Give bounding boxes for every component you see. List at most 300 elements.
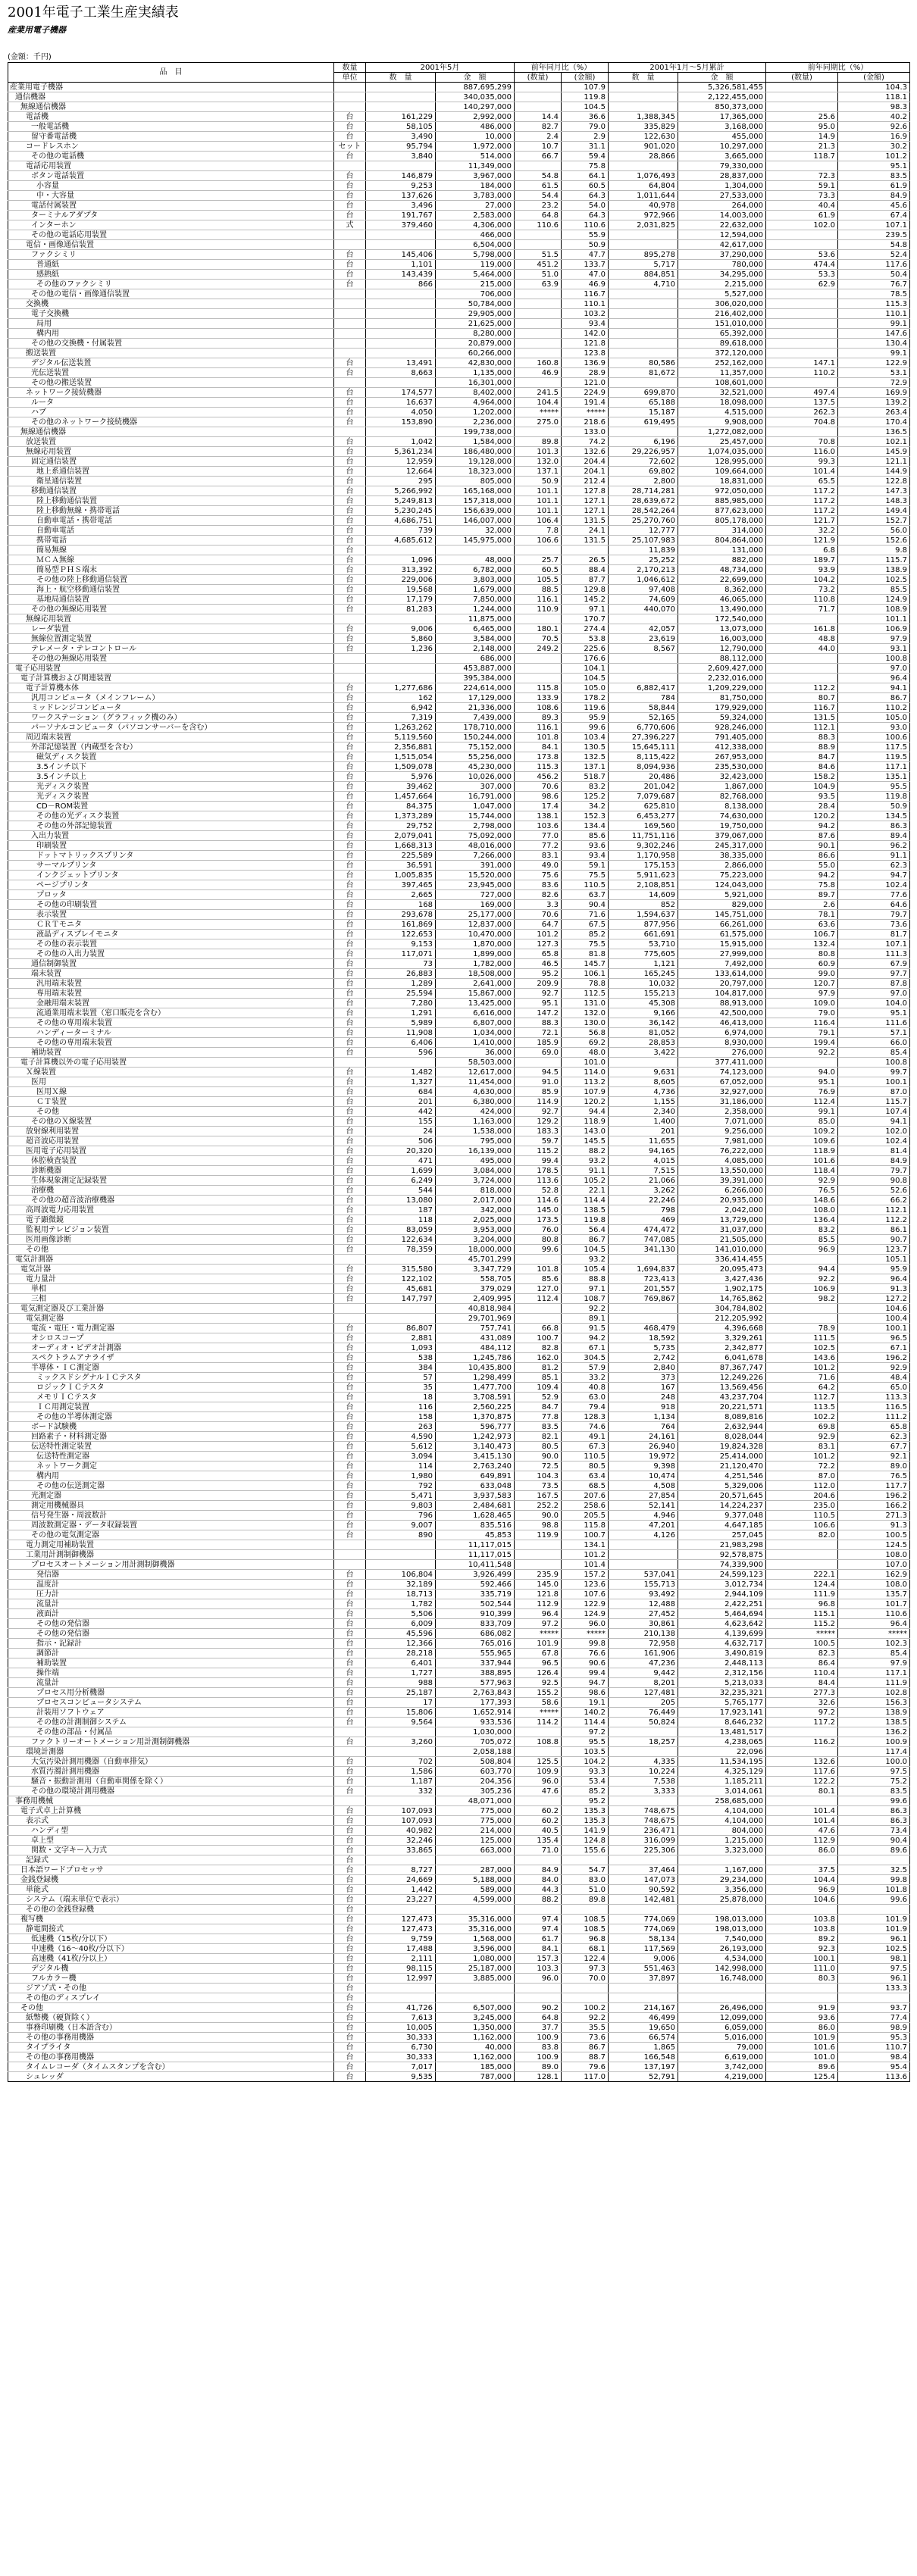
row-cum-amt: 5,213,033 <box>678 1678 766 1688</box>
row-cum-yoy-qty: 95.0 <box>766 122 838 132</box>
row-cum-qty <box>609 230 678 240</box>
row-month-yoy-qty: 183.3 <box>515 1127 562 1136</box>
row-cum-qty: 50,824 <box>609 1718 678 1727</box>
row-cum-yoy-amt: 100.8 <box>838 1058 910 1068</box>
row-month-yoy-qty: 109.9 <box>515 1767 562 1777</box>
row-cum-yoy-qty: 125.4 <box>766 2072 838 2082</box>
row-month-yoy-qty: 77.2 <box>515 841 562 851</box>
row-cum-amt: 14,224,237 <box>678 1501 766 1511</box>
table-row <box>8 1462 910 1471</box>
row-month-yoy-qty <box>515 1540 562 1550</box>
row-month-yoy-qty: 92.5 <box>515 1678 562 1688</box>
row-cum-yoy-amt: 32.5 <box>838 1865 910 1875</box>
table-row <box>8 900 910 910</box>
row-name: 陸上移動通信装置 <box>8 496 334 506</box>
row-month-amt: 185,000 <box>436 2062 515 2072</box>
row-cum-amt: 79,330,000 <box>678 161 766 171</box>
row-month-yoy-amt: 64.1 <box>562 171 609 181</box>
row-cum-qty: 9,006 <box>609 1954 678 1964</box>
row-month-yoy-qty: 46.5 <box>515 959 562 969</box>
row-name: ボタン電話装置 <box>8 171 334 181</box>
table-row <box>8 102 910 112</box>
row-month-qty: 332 <box>366 1787 436 1796</box>
row-unit: 台 <box>334 1018 366 1028</box>
row-cum-qty <box>609 1993 678 2003</box>
table-row <box>8 772 910 782</box>
table-row <box>8 841 910 851</box>
row-unit: 台 <box>334 1274 366 1284</box>
row-month-amt: 15,744,000 <box>436 811 515 821</box>
row-month-amt: 18,000,000 <box>436 1245 515 1255</box>
row-month-yoy-amt: 94.4 <box>562 1107 609 1117</box>
row-month-yoy-amt: 70.0 <box>562 1974 609 1984</box>
row-unit: 台 <box>334 1964 366 1974</box>
table-row <box>8 408 910 417</box>
row-month-yoy-qty: 103.6 <box>515 821 562 831</box>
header-item: 品 目 <box>8 63 334 83</box>
row-cum-yoy-qty: 73.3 <box>766 191 838 201</box>
row-month-amt: 184,000 <box>436 181 515 191</box>
row-month-yoy-amt: 127.1 <box>562 506 609 516</box>
row-month-yoy-qty: 23.2 <box>515 201 562 211</box>
table-row <box>8 2033 910 2043</box>
row-cum-amt: 412,338,000 <box>678 742 766 752</box>
row-cum-qty: 537,041 <box>609 1570 678 1580</box>
table-row <box>8 1875 910 1885</box>
row-cum-qty: 1,121 <box>609 959 678 969</box>
row-unit: 台 <box>334 999 366 1008</box>
row-unit: 台 <box>334 1570 366 1580</box>
row-month-yoy-amt: 114.0 <box>562 1068 609 1077</box>
row-name: CD－ROM装置 <box>8 802 334 811</box>
table-row <box>8 171 910 181</box>
row-cum-qty <box>609 1540 678 1550</box>
row-name: 紙幣機（硬貨除く） <box>8 2013 334 2023</box>
row-cum-qty: 469 <box>609 1215 678 1225</box>
row-cum-yoy-amt: 127.2 <box>838 1294 910 1304</box>
row-month-yoy-qty: 97.2 <box>515 1619 562 1629</box>
row-cum-amt: 4,238,065 <box>678 1737 766 1747</box>
row-cum-yoy-amt: 99.6 <box>838 1796 910 1806</box>
row-cum-yoy-qty: 88.9 <box>766 742 838 752</box>
row-name: 工業用計測制御機器 <box>8 1550 334 1560</box>
row-cum-yoy-amt: 104.3 <box>838 83 910 92</box>
row-cum-amt: 2,122,455,000 <box>678 92 766 102</box>
row-cum-amt: 4,085,000 <box>678 1156 766 1166</box>
row-month-amt: 3,953,000 <box>436 1225 515 1235</box>
row-month-amt: 146,007,000 <box>436 516 515 526</box>
row-cum-yoy-qty: 89.6 <box>766 2062 838 2072</box>
row-month-amt: 3,084,000 <box>436 1166 515 1176</box>
row-month-amt: 466,000 <box>436 230 515 240</box>
row-month-amt: 3,204,000 <box>436 1235 515 1245</box>
row-cum-yoy-qty: 60.9 <box>766 959 838 969</box>
row-cum-qty: 47,236 <box>609 1658 678 1668</box>
row-month-yoy-amt: 64.3 <box>562 211 609 220</box>
table-row <box>8 211 910 220</box>
row-month-amt: 1,030,000 <box>436 1727 515 1737</box>
row-month-qty: 1,668,313 <box>366 841 436 851</box>
row-month-yoy-qty <box>515 1560 562 1570</box>
row-cum-amt: 13,490,000 <box>678 605 766 614</box>
table-row <box>8 1727 910 1737</box>
row-month-yoy-amt: 88.7 <box>562 2052 609 2062</box>
row-cum-yoy-qty <box>766 161 838 171</box>
row-month-yoy-amt: 119.8 <box>562 92 609 102</box>
row-month-qty: 263 <box>366 1422 436 1432</box>
row-month-yoy-qty: 135.4 <box>515 1836 562 1846</box>
row-name: ネットワーク測定 <box>8 1462 334 1471</box>
row-month-yoy-qty: 178.5 <box>515 1166 562 1176</box>
row-month-yoy-qty <box>515 1855 562 1865</box>
row-cum-yoy-amt: 97.5 <box>838 1964 910 1974</box>
row-cum-amt: 2,944,109 <box>678 1590 766 1599</box>
row-cum-amt: 1,167,000 <box>678 1865 766 1875</box>
row-month-qty: 295 <box>366 477 436 486</box>
row-month-qty: 12,959 <box>366 457 436 467</box>
row-month-yoy-amt: 69.2 <box>562 1038 609 1048</box>
row-month-yoy-amt: 134.1 <box>562 1540 609 1550</box>
row-name: 電話付属装置 <box>8 201 334 211</box>
row-cum-yoy-amt: 93.7 <box>838 2003 910 2013</box>
row-cum-yoy-qty <box>766 92 838 102</box>
row-month-yoy-amt <box>562 1993 609 2003</box>
table-row <box>8 555 910 565</box>
row-month-qty: 5,860 <box>366 634 436 644</box>
row-month-yoy-qty: 180.1 <box>515 624 562 634</box>
table-row <box>8 999 910 1008</box>
row-month-yoy-amt: 90.6 <box>562 1658 609 1668</box>
row-month-yoy-qty: 59.7 <box>515 1136 562 1146</box>
row-cum-yoy-qty: 161.8 <box>766 624 838 634</box>
row-month-yoy-qty: 3.3 <box>515 900 562 910</box>
row-month-yoy-amt: 95.9 <box>562 713 609 723</box>
row-month-yoy-qty <box>515 654 562 664</box>
row-month-qty: 187 <box>366 1205 436 1215</box>
row-month-yoy-amt: 123.8 <box>562 349 609 358</box>
row-name: コードレスホン <box>8 142 334 152</box>
row-cum-yoy-qty: 53.6 <box>766 250 838 260</box>
row-name: 体腔検査装置 <box>8 1156 334 1166</box>
row-name: システム（端末単位で表示） <box>8 1895 334 1905</box>
row-month-qty: 8,727 <box>366 1865 436 1875</box>
table-row <box>8 1018 910 1028</box>
row-month-yoy-qty: 37.7 <box>515 2023 562 2033</box>
row-unit: 台 <box>334 1816 366 1826</box>
row-month-yoy-qty: 138.1 <box>515 811 562 821</box>
row-cum-qty: 167 <box>609 1383 678 1393</box>
row-cum-yoy-qty: 110.5 <box>766 1511 838 1521</box>
row-month-yoy-qty: 60.2 <box>515 1816 562 1826</box>
row-cum-qty: 26,940 <box>609 1442 678 1452</box>
table-row <box>8 1008 910 1018</box>
row-cum-amt: 14,765,862 <box>678 1294 766 1304</box>
row-cum-yoy-amt: 84.9 <box>838 1156 910 1166</box>
row-name: 液晶ディスプレイモニタ <box>8 930 334 939</box>
row-month-yoy-qty: 106.6 <box>515 536 562 546</box>
row-cum-yoy-qty: 112.0 <box>766 1481 838 1491</box>
table-row <box>8 1934 910 1944</box>
row-cum-yoy-amt: 147.6 <box>838 329 910 339</box>
row-cum-yoy-qty: 113.5 <box>766 1402 838 1412</box>
table-row <box>8 1383 910 1393</box>
row-cum-yoy-qty: 147.1 <box>766 358 838 368</box>
row-cum-yoy-qty <box>766 1550 838 1560</box>
row-cum-qty <box>609 1550 678 1560</box>
row-name: その他の電話応用装置 <box>8 230 334 240</box>
row-month-yoy-amt: 79.4 <box>562 1402 609 1412</box>
row-cum-yoy-qty <box>766 1727 838 1737</box>
row-month-amt: 6,465,000 <box>436 624 515 634</box>
row-name: 治療機 <box>8 1186 334 1196</box>
row-month-qty: 1,457,664 <box>366 792 436 802</box>
header-cum-yoy-qty: (数量) <box>766 73 838 83</box>
row-month-amt: 3,347,729 <box>436 1265 515 1274</box>
row-cum-amt: 216,402,000 <box>678 309 766 319</box>
table-row <box>8 1097 910 1107</box>
row-cum-qty: 884,851 <box>609 270 678 280</box>
row-name: 簡易無線 <box>8 546 334 555</box>
row-cum-qty: 316,099 <box>609 1836 678 1846</box>
row-cum-qty: 2,031,825 <box>609 220 678 230</box>
row-cum-amt: 1,074,035,000 <box>678 447 766 457</box>
table-row <box>8 959 910 969</box>
row-month-yoy-amt: 99.6 <box>562 723 609 733</box>
row-month-yoy-amt: 131.5 <box>562 536 609 546</box>
row-name: 高周波電力応用装置 <box>8 1205 334 1215</box>
row-cum-qty: 81,672 <box>609 368 678 378</box>
row-month-qty: 796 <box>366 1511 436 1521</box>
row-cum-yoy-qty: 104.9 <box>766 782 838 792</box>
row-name: 電子計算機以外の電子応用装置 <box>8 1058 334 1068</box>
row-cum-amt: 19,824,328 <box>678 1442 766 1452</box>
row-month-yoy-amt: 78.8 <box>562 979 609 989</box>
row-cum-yoy-qty: 222.1 <box>766 1570 838 1580</box>
row-cum-yoy-qty <box>766 378 838 388</box>
row-month-amt: 169,000 <box>436 900 515 910</box>
row-month-qty: 2,356,881 <box>366 742 436 752</box>
row-month-amt: 156,639,000 <box>436 506 515 516</box>
row-cum-yoy-amt: 110.1 <box>838 309 910 319</box>
row-month-yoy-amt: 121.0 <box>562 378 609 388</box>
row-month-qty: 9,006 <box>366 624 436 634</box>
row-name: 電流・電圧・電力測定器 <box>8 1324 334 1333</box>
row-month-amt: 48,016,000 <box>436 841 515 851</box>
table-row <box>8 1422 910 1432</box>
row-unit: 台 <box>334 270 366 280</box>
row-cum-amt: 4,534,000 <box>678 1954 766 1964</box>
row-month-amt: 75,092,000 <box>436 831 515 841</box>
row-cum-amt: 25,878,000 <box>678 1895 766 1905</box>
row-month-qty <box>366 1796 436 1806</box>
row-cum-qty: 774,069 <box>609 1915 678 1924</box>
row-cum-amt: 11,534,195 <box>678 1757 766 1767</box>
row-month-yoy-qty: 162.0 <box>515 1353 562 1363</box>
row-month-amt: 3,967,000 <box>436 171 515 181</box>
row-cum-yoy-amt: 113.6 <box>838 2072 910 2082</box>
table-row <box>8 664 910 674</box>
row-month-yoy-amt: 104.5 <box>562 674 609 683</box>
row-unit: 台 <box>334 132 366 142</box>
row-month-amt: 727,000 <box>436 890 515 900</box>
header-cum-amt: 金 額 <box>678 73 766 83</box>
row-month-amt: 18,508,000 <box>436 969 515 979</box>
row-cum-qty: 14,609 <box>609 890 678 900</box>
row-cum-yoy-qty: 82.3 <box>766 1649 838 1658</box>
row-month-amt: 706,000 <box>436 289 515 299</box>
table-row <box>8 1235 910 1245</box>
row-month-qty <box>366 1058 436 1068</box>
row-cum-yoy-amt: 110.2 <box>838 703 910 713</box>
row-cum-qty: 4,736 <box>609 1087 678 1097</box>
row-cum-yoy-amt: 99.8 <box>838 1875 910 1885</box>
row-month-yoy-amt: 191.4 <box>562 398 609 408</box>
row-month-yoy-qty: 128.1 <box>515 2072 562 2082</box>
row-cum-yoy-amt: 115.7 <box>838 555 910 565</box>
row-cum-amt: 8,646,232 <box>678 1718 766 1727</box>
row-cum-yoy-qty: 94.2 <box>766 871 838 880</box>
row-cum-qty: 36,142 <box>609 1018 678 1028</box>
row-month-amt: 424,000 <box>436 1107 515 1117</box>
row-cum-yoy-qty <box>766 654 838 664</box>
row-month-yoy-qty <box>515 378 562 388</box>
table-row <box>8 1924 910 1934</box>
row-month-yoy-amt: 83.2 <box>562 782 609 792</box>
row-month-yoy-qty: 235.9 <box>515 1570 562 1580</box>
row-month-yoy-qty: 145.0 <box>515 1205 562 1215</box>
row-month-yoy-amt: 121.8 <box>562 339 609 349</box>
row-cum-qty: 2,108,851 <box>609 880 678 890</box>
row-month-amt: 395,384,000 <box>436 674 515 683</box>
row-cum-amt: 7,492,000 <box>678 959 766 969</box>
row-month-yoy-amt: 105.4 <box>562 1265 609 1274</box>
row-month-amt: 508,804 <box>436 1757 515 1767</box>
row-cum-amt: 2,215,000 <box>678 280 766 289</box>
row-cum-yoy-qty: 47.6 <box>766 1826 838 1836</box>
row-cum-amt: 81,750,000 <box>678 693 766 703</box>
row-name: 医用画像診断 <box>8 1235 334 1245</box>
row-cum-yoy-amt: 138.5 <box>838 1718 910 1727</box>
row-month-qty: 1,042 <box>366 437 436 447</box>
table-row <box>8 1639 910 1649</box>
row-month-qty: 30,333 <box>366 2033 436 2043</box>
row-name: 信号発生器・周波数計 <box>8 1511 334 1521</box>
row-month-yoy-qty <box>515 1727 562 1737</box>
row-name: 診断機器 <box>8 1166 334 1176</box>
row-cum-amt: 28,837,000 <box>678 171 766 181</box>
row-name: 汎用端末装置 <box>8 979 334 989</box>
row-unit: 台 <box>334 368 366 378</box>
table-row <box>8 1737 910 1747</box>
row-cum-amt: 2,422,251 <box>678 1599 766 1609</box>
row-month-amt: 12,617,000 <box>436 1068 515 1077</box>
row-month-amt: 21,625,000 <box>436 319 515 329</box>
row-month-qty: 1,005,835 <box>366 871 436 880</box>
row-cum-amt: 2,042,000 <box>678 1205 766 1215</box>
row-month-qty: 9,253 <box>366 181 436 191</box>
row-cum-qty: 27,396,227 <box>609 733 678 742</box>
unit-note: (金額：千円) <box>8 53 52 61</box>
row-month-yoy-amt: 93.4 <box>562 319 609 329</box>
row-month-amt: 2,236,000 <box>436 417 515 427</box>
row-unit: 台 <box>334 733 366 742</box>
row-cum-yoy-amt: 53.1 <box>838 368 910 378</box>
table-row <box>8 1196 910 1205</box>
row-cum-amt: 10,297,000 <box>678 142 766 152</box>
row-month-yoy-qty: 49.0 <box>515 861 562 871</box>
row-name: その他の電信・画像通信装置 <box>8 289 334 299</box>
row-cum-amt: 20,571,645 <box>678 1491 766 1501</box>
row-cum-yoy-qty: 40.4 <box>766 201 838 211</box>
row-name: 光ディスク装置 <box>8 782 334 792</box>
row-month-amt: 603,770 <box>436 1767 515 1777</box>
row-cum-yoy-amt <box>838 1905 910 1915</box>
row-cum-yoy-qty: 89.7 <box>766 890 838 900</box>
row-cum-yoy-amt: 152.7 <box>838 516 910 526</box>
row-month-yoy-qty: 96.5 <box>515 1658 562 1668</box>
row-month-amt: 484,112 <box>436 1343 515 1353</box>
row-month-yoy-amt: 94.7 <box>562 1678 609 1688</box>
row-cum-yoy-qty: 136.4 <box>766 1215 838 1225</box>
row-month-qty: 39,462 <box>366 782 436 792</box>
row-month-amt: 10,026,000 <box>436 772 515 782</box>
row-name: デジタル機 <box>8 1964 334 1974</box>
row-month-yoy-amt: 176.6 <box>562 654 609 664</box>
row-cum-yoy-qty: 117.2 <box>766 486 838 496</box>
row-month-qty <box>366 309 436 319</box>
row-cum-yoy-amt <box>838 1855 910 1865</box>
table-row <box>8 1649 910 1658</box>
row-month-qty: 1,373,289 <box>366 811 436 821</box>
row-month-yoy-qty <box>515 92 562 102</box>
row-month-qty: 7,613 <box>366 2013 436 2023</box>
row-month-amt: 75,152,000 <box>436 742 515 752</box>
row-month-qty: 30,333 <box>366 2052 436 2062</box>
row-cum-yoy-qty: 110.8 <box>766 595 838 605</box>
row-month-qty: 3,496 <box>366 201 436 211</box>
row-month-amt: 15,867,000 <box>436 989 515 999</box>
row-name: 金融用端末装置 <box>8 999 334 1008</box>
row-cum-yoy-qty: 103.8 <box>766 1915 838 1924</box>
row-cum-yoy-amt: 48.4 <box>838 1373 910 1383</box>
row-cum-yoy-amt: 73.6 <box>838 920 910 930</box>
row-month-qty <box>366 1993 436 2003</box>
row-name: 騒音・振動計測用（自動車関係を除く） <box>8 1777 334 1787</box>
row-month-amt: 287,000 <box>436 1865 515 1875</box>
row-month-yoy-amt: 132.6 <box>562 447 609 457</box>
row-month-yoy-amt: ***** <box>562 408 609 417</box>
row-month-yoy-amt: 155.6 <box>562 1846 609 1855</box>
row-name: 感熱紙 <box>8 270 334 280</box>
row-cum-yoy-amt: 100.1 <box>838 1077 910 1087</box>
row-cum-qty: 474,472 <box>609 1225 678 1235</box>
row-unit: 台 <box>334 1166 366 1176</box>
row-name: 専用端末装置 <box>8 989 334 999</box>
row-cum-amt: 7,071,000 <box>678 1117 766 1127</box>
row-unit: 台 <box>334 1402 366 1412</box>
row-cum-qty: 4,335 <box>609 1757 678 1767</box>
row-cum-yoy-qty <box>766 289 838 299</box>
row-name: 事務印刷機（日本語含む） <box>8 2023 334 2033</box>
header-month-amt: 金 額 <box>436 73 515 83</box>
row-name: 電気測定器 <box>8 1314 334 1324</box>
row-cum-yoy-amt: 86.3 <box>838 821 910 831</box>
row-cum-yoy-qty: 122.2 <box>766 1777 838 1787</box>
table-row <box>8 861 910 871</box>
table-row <box>8 1412 910 1422</box>
row-cum-yoy-amt: 145.9 <box>838 447 910 457</box>
table-row <box>8 437 910 447</box>
